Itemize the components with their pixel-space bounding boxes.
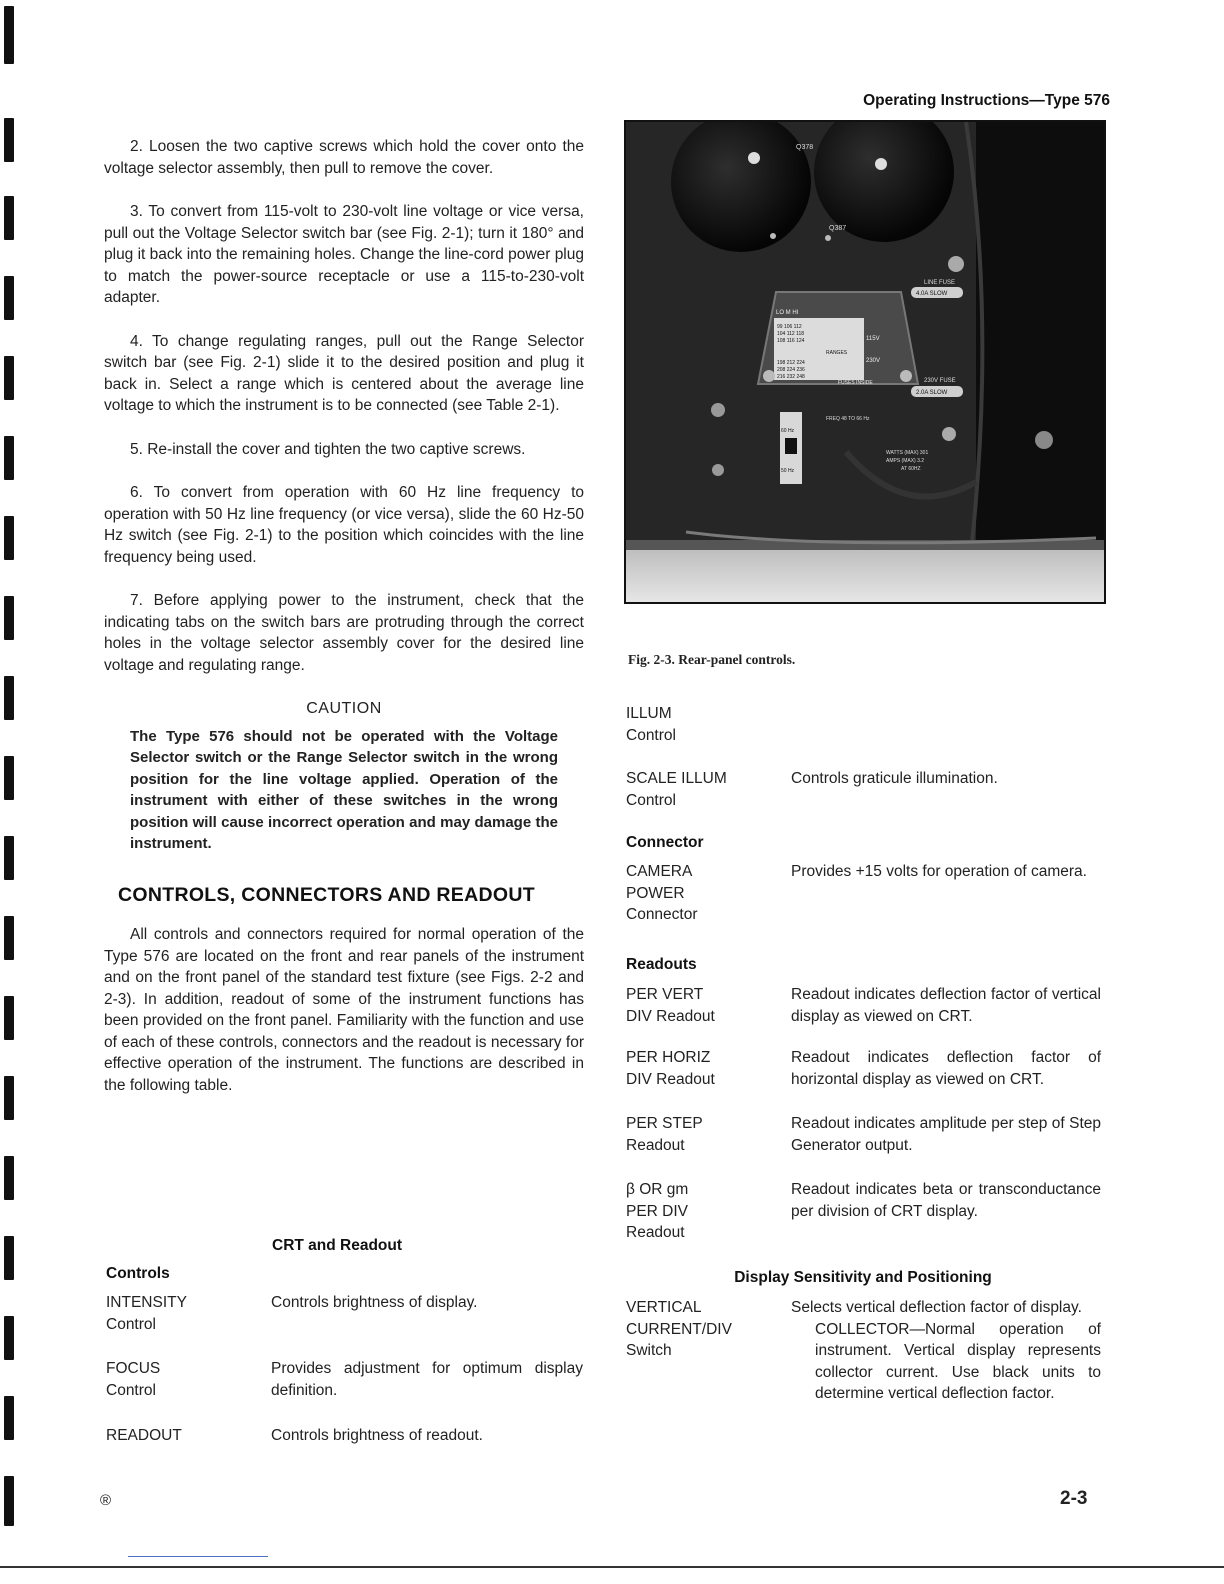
- paragraph-step-4: 4. To change regulating ranges, pull out the Range Selector switch bar (see Fig. 2-1) slide it to the desired position and plug it back in. Select a range which is centered about the average line voltage to which the instrument is to be connected (see Table 2-1).: [104, 332, 584, 414]
- paragraph-step-7: 7. Before applying power to the instrument, check that the indicating tabs on the switch bars are protruding through the correct holes in the voltage selector assembly cover for the desired line voltage and regulating range.: [104, 592, 584, 674]
- page-number: 2-3: [1060, 1488, 1088, 1509]
- term-illum: ILLUM Control: [626, 705, 676, 744]
- term-per-step: PER STEP Readout: [626, 1115, 703, 1154]
- rear-panel-photo: [624, 120, 1106, 604]
- table-heading-crt-readout: CRT and Readout: [272, 1237, 403, 1254]
- desc-scale-illum: Controls graticule illumination.: [791, 770, 998, 787]
- svg-text:216 232 248: 216 232 248: [777, 374, 805, 380]
- svg-text:115V: 115V: [866, 336, 880, 342]
- page-bottom-rule: [0, 1566, 1224, 1568]
- svg-text:230V: 230V: [866, 358, 881, 364]
- section-body: All controls and connectors required for normal operation of the Type 576 are located on the front and rear panels of the instrument and on the front panel of the standard test fixture (see Figs. 2-2 and 2-3). In addition, readout of some of the instrument functions has been provided on the front panel. Familiarity with the function and use of each of these controls, connectors and the readout is necessary for effective operation of the instrument. The functions are described in the following table.: [104, 926, 584, 1094]
- term-camera-power: CAMERA POWER Connector: [626, 863, 698, 923]
- desc-intensity: Controls brightness of display.: [271, 1294, 478, 1311]
- desc-vertical-current-div: [791, 1297, 1101, 1405]
- term-readout: READOUT: [106, 1427, 182, 1444]
- term-per-vert-div: PER VERT DIV Readout: [626, 986, 715, 1025]
- binder-edge: [4, 0, 18, 1584]
- desc-per-step: Readout indicates amplitude per step of Step Generator output.: [791, 1115, 1101, 1154]
- svg-text:Q387: Q387: [829, 225, 847, 232]
- desc-per-horiz-div: Readout indicates deflection factor of horizontal display as viewed on CRT.: [791, 1049, 1101, 1088]
- svg-text:WATTS (MAX) 301: WATTS (MAX) 301: [886, 450, 929, 456]
- caution-title: CAUTION: [306, 700, 382, 717]
- svg-text:LO M HI: LO M HI: [776, 310, 799, 316]
- paragraph-step-2: 2. Loosen the two captive screws which hold the cover onto the voltage selector assembly, then pull to remove the cover.: [104, 138, 584, 177]
- term-focus: FOCUS Control: [106, 1360, 161, 1399]
- paragraph-step-5: 5. Re-install the cover and tighten the two captive screws.: [130, 440, 526, 458]
- desc-vertical-main: Selects vertical deflection factor of display.: [791, 1299, 1082, 1316]
- left-column: [104, 136, 584, 1096]
- svg-text:RANGES: RANGES: [826, 350, 848, 356]
- svg-text:4.0A SLOW: 4.0A SLOW: [916, 291, 948, 297]
- svg-text:FREQ 48 TO 66 Hz: FREQ 48 TO 66 Hz: [826, 416, 870, 422]
- svg-text:LINE FUSE: LINE FUSE: [924, 280, 956, 286]
- controls-heading: Controls: [106, 1265, 170, 1282]
- paragraph-step-3: 3. To convert from 115-volt to 230-volt line voltage or vice versa, pull out the Voltage Selector switch bar (see Fig. 2-1); turn it 180° and plug it back into the remaining holes. Change the line-cord power plug to match the power-source receptacle or use a 115-to-230-volt adapter.: [104, 203, 584, 306]
- svg-text:99 106 112: 99 106 112: [777, 324, 802, 330]
- svg-text:104 112 118: 104 112 118: [777, 331, 805, 337]
- paragraph-step-6: 6. To convert from operation with 60 Hz line frequency to operation with 50 Hz line frequency (or vice versa), slide the 60 Hz-50 Hz switch (see Fig. 2-1) to the position which coincides with the line frequency being used.: [104, 484, 584, 566]
- term-beta-gm: β OR gm PER DIV Readout: [626, 1181, 689, 1241]
- page-header: Operating Instructions—Type 576: [863, 92, 1110, 109]
- desc-vertical-collector: COLLECTOR—Normal operation of instrument. Vertical display represents collector current. Use black units to determine vertical deflection factor.: [815, 1320, 1101, 1402]
- readouts-heading: Readouts: [626, 956, 697, 973]
- scan-artifact-line: [128, 1556, 268, 1557]
- svg-text:60 Hz: 60 Hz: [781, 428, 795, 434]
- svg-text:198 212 224: 198 212 224: [777, 360, 805, 366]
- term-scale-illum: SCALE ILLUM Control: [626, 770, 727, 809]
- svg-text:230V FUSE: 230V FUSE: [924, 378, 956, 384]
- desc-focus: Provides adjustment for optimum display definition.: [271, 1360, 583, 1399]
- svg-text:208 224 236: 208 224 236: [777, 367, 805, 373]
- term-intensity: INTENSITY Control: [106, 1294, 187, 1333]
- figure-caption: Fig. 2-3. Rear-panel controls.: [628, 652, 796, 667]
- svg-text:AMPS (MAX) 3.2: AMPS (MAX) 3.2: [886, 458, 925, 464]
- term-per-horiz-div: PER HORIZ DIV Readout: [626, 1049, 715, 1088]
- svg-text:2.0A SLOW: 2.0A SLOW: [916, 390, 948, 396]
- svg-text:50 Hz: 50 Hz: [781, 468, 795, 474]
- display-sensitivity-heading: Display Sensitivity and Positioning: [734, 1269, 992, 1286]
- svg-text:FUSES INSIDE: FUSES INSIDE: [838, 380, 873, 386]
- svg-text:108 116 124: 108 116 124: [777, 338, 805, 344]
- caution-body: The Type 576 should not be operated with the Voltage Selector switch or the Range Selector switch in the wrong position for the line voltage applied. Operation of the instrument with either of these switches in the wrong position will cause incorrect operation and may damage the instrument.: [130, 727, 558, 852]
- term-vertical-current-div: VERTICAL CURRENT/DIV Switch: [626, 1299, 732, 1359]
- registered-mark: ®: [100, 1492, 112, 1509]
- section-title: CONTROLS, CONNECTORS AND READOUT: [118, 883, 535, 906]
- desc-beta-gm: Readout indicates beta or transconductance per division of CRT display.: [791, 1181, 1101, 1220]
- desc-readout: Controls brightness of readout.: [271, 1427, 483, 1444]
- connector-heading: Connector: [626, 834, 704, 851]
- desc-camera-power: Provides +15 volts for operation of camera.: [791, 863, 1087, 880]
- svg-text:AT 60HZ: AT 60HZ: [901, 466, 921, 472]
- svg-text:Q378: Q378: [796, 144, 814, 151]
- desc-per-vert-div: Readout indicates deflection factor of vertical display as viewed on CRT.: [791, 986, 1101, 1025]
